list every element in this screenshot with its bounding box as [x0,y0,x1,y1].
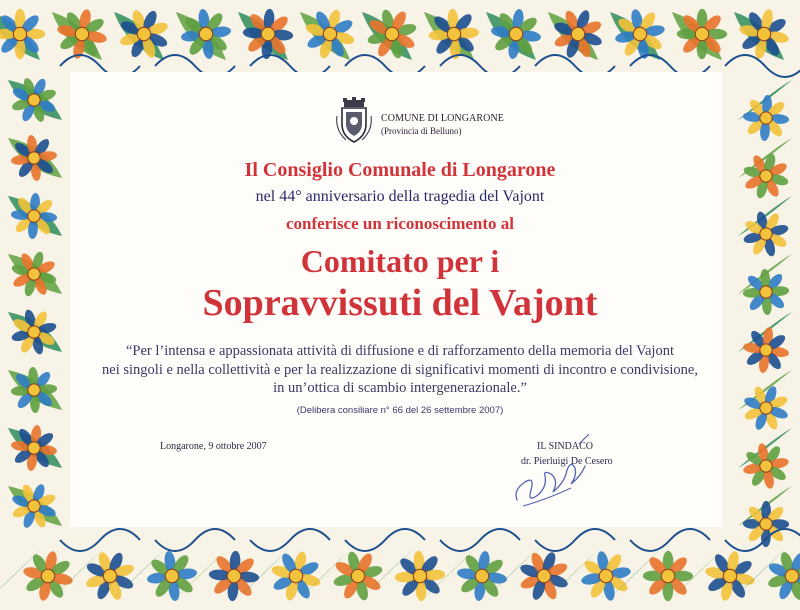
municipal-crest-icon [334,96,374,146]
institution-name: COMUNE DI LONGARONE [381,113,505,124]
citation-line-3: in un’ottica di scambio intergenerazionale.” [273,380,527,396]
signer-name: dr. Pierluigi De Cesero [521,456,613,467]
province-name: (Provincia di Belluno) [381,126,462,136]
flower-ornament [677,9,727,59]
recipient-line-1: Comitato per i [300,243,500,279]
resolution-reference: (Delibera consiliare n° 66 del 26 settembre 2007) [296,405,504,416]
citation-line-1: “Per l’intensa e appassionata attività di diffusione e di rafforzamento della memoria del Vajont [125,343,674,359]
flower-ornament [643,551,693,601]
council-line: Il Consiglio Comunale di Longarone [244,159,556,181]
signer-title: IL SINDACO [537,441,594,452]
place-date: Longarone, 9 ottobre 2007 [160,441,267,452]
citation-line-2: nei singoli e nella collettività e per la realizzazione di significativi momenti di incontro e condivisione, [102,362,698,378]
recipient-line-2: Sopravvissuti del Vajont [202,282,598,324]
award-line: conferisce un riconoscimento al [285,214,515,233]
anniversary-line: nel 44° anniversario della tragedia del Vajont [255,188,545,205]
signature [505,430,600,515]
